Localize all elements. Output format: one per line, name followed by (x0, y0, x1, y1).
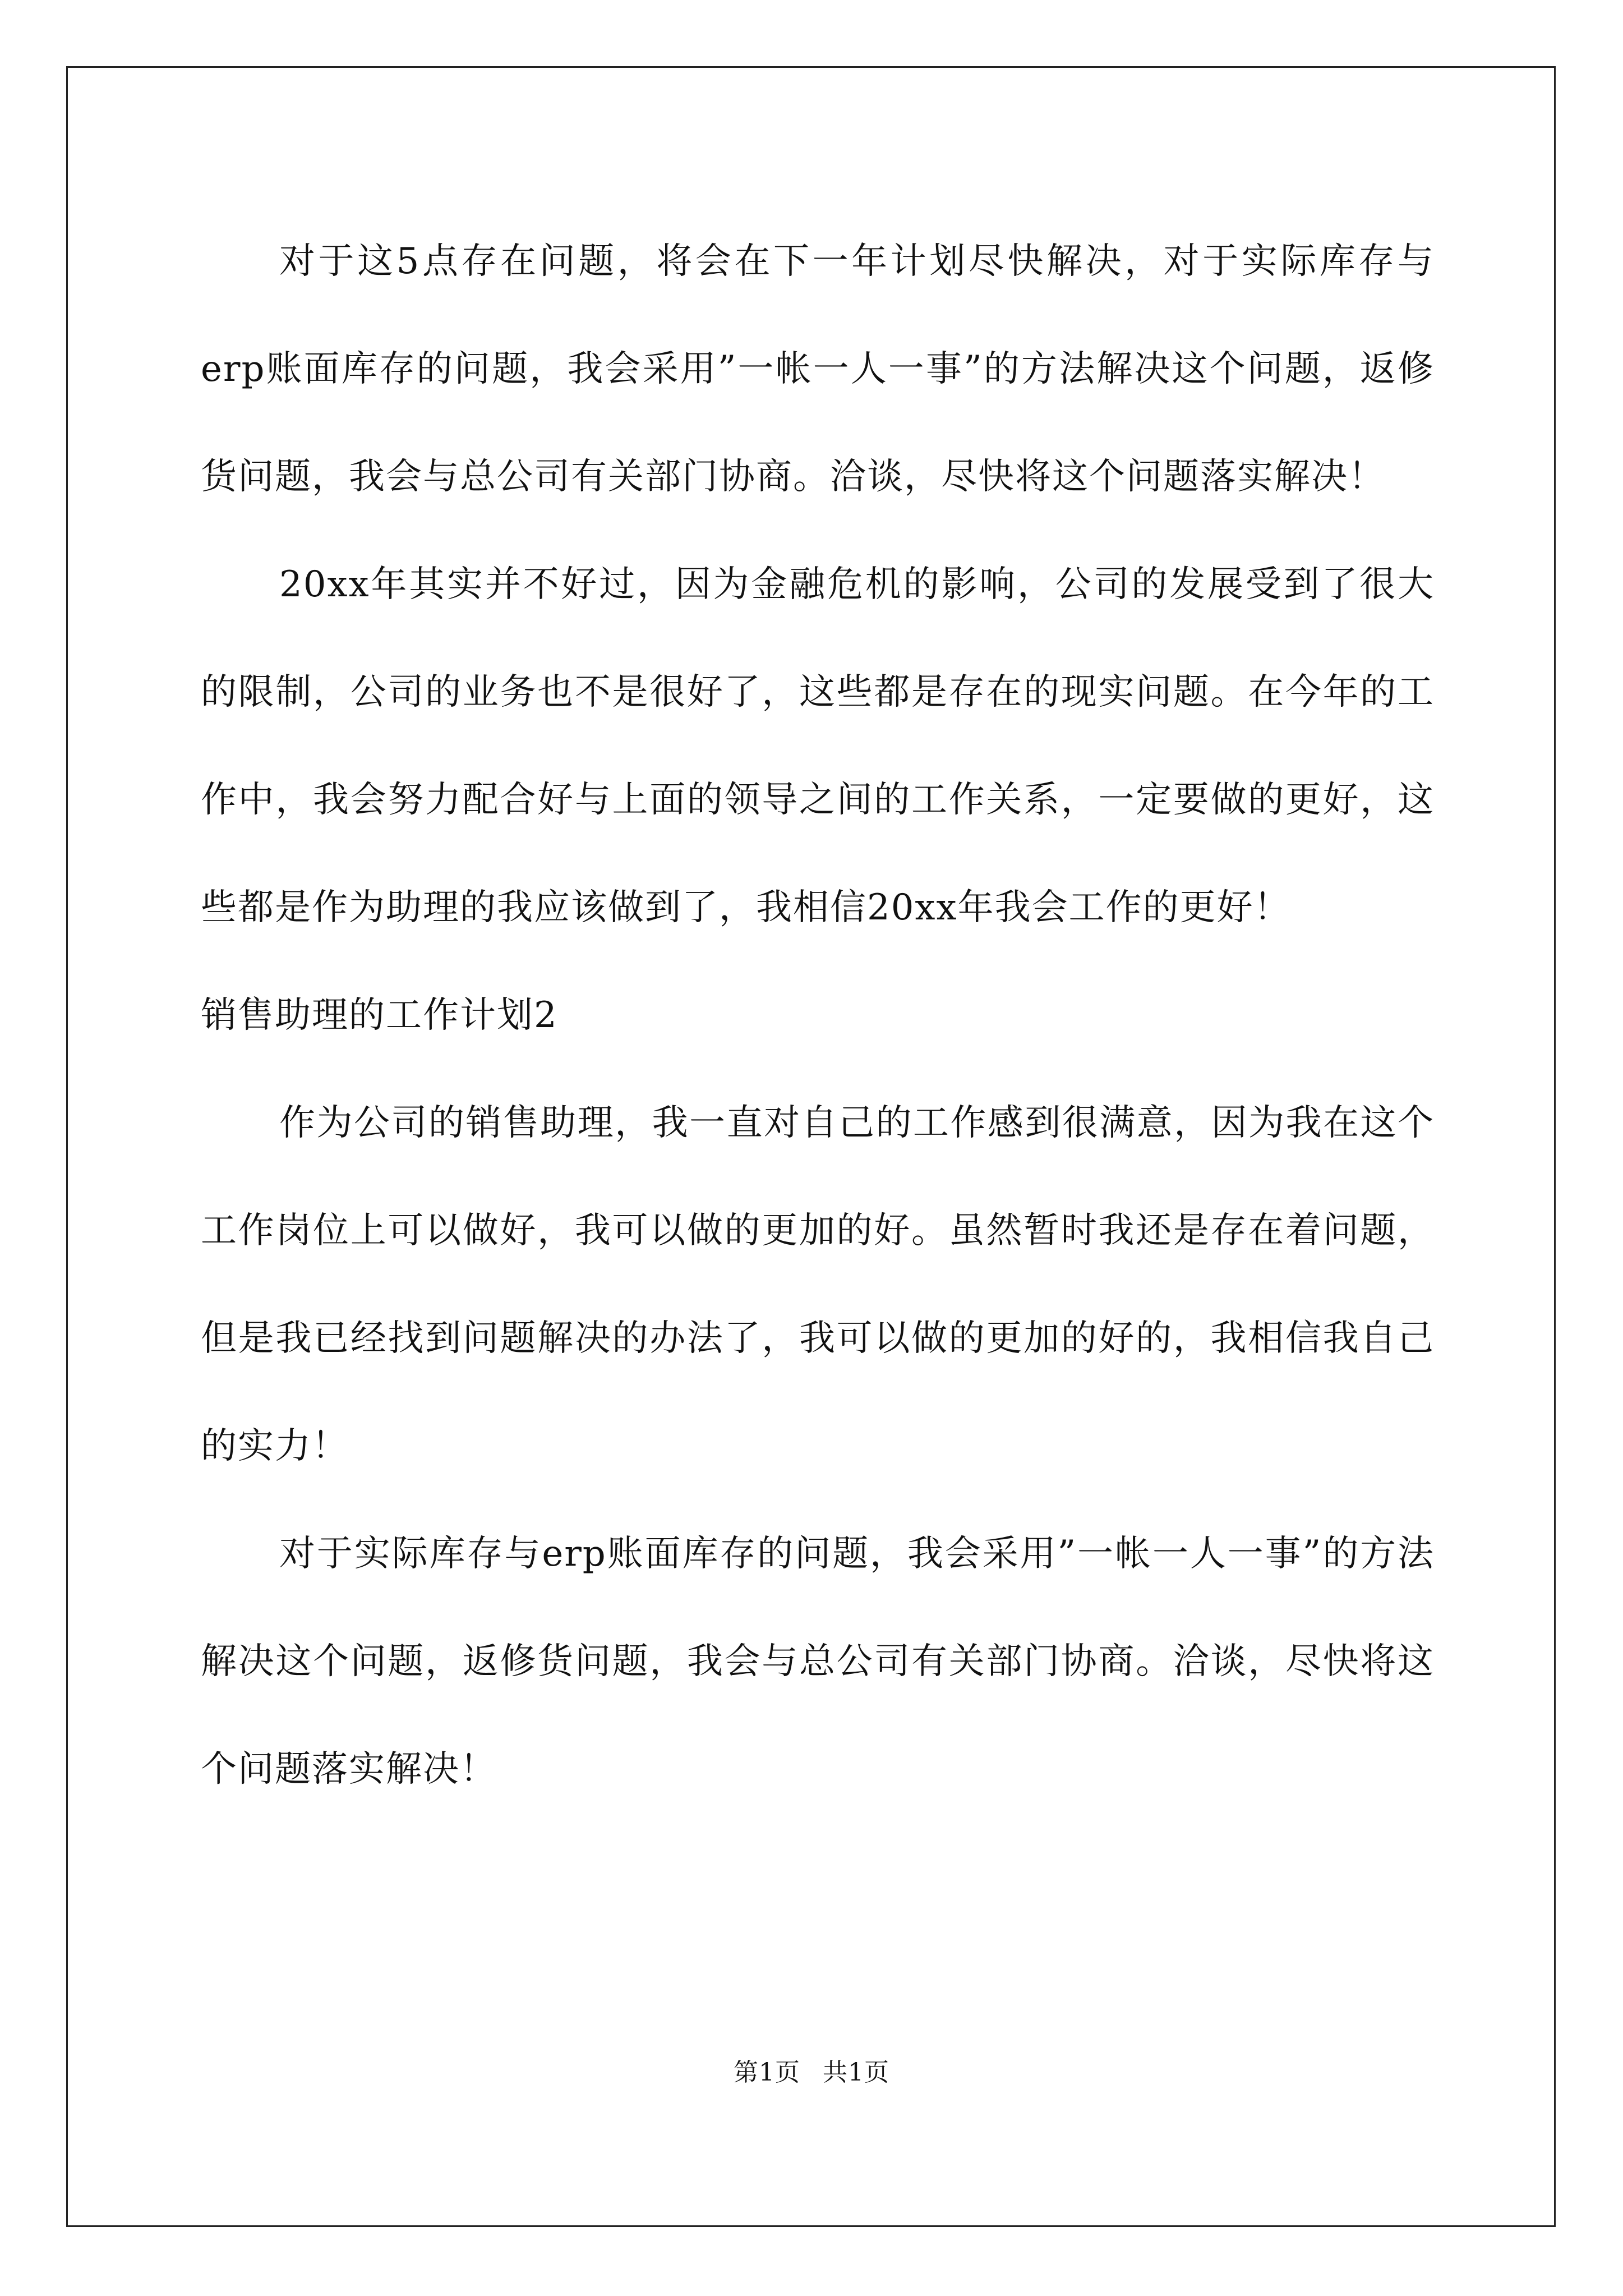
paragraph-4: 对于实际库存与erp账面库存的问题，我会采用”一帐一人一事”的方法解决这个问题，返修货问题，我会与总公司有关部门协商。洽谈，尽快将这个问题落实解决！ (201, 1533, 1435, 1790)
section-heading: 销售助理的工作计划2 (201, 995, 558, 1036)
page-number: 第1页 (734, 2058, 800, 2087)
page-total: 共1页 (823, 2058, 889, 2087)
page-footer (0, 2056, 1623, 2090)
paragraph-2: 20xx年其实并不好过，因为金融危机的影响，公司的发展受到了很大的限制，公司的业务也不是很好了，这些都是存在的现实问题。在今年的工作中，我会努力配合好与上面的领导之间的工作关系，一定要做的更好，这些都是作为助理的我应该做到了，我相信20xx年我会工作的更好！ (201, 564, 1435, 928)
paragraph-3: 作为公司的销售助理，我一直对自己的工作感到很满意，因为我在这个工作岗位上可以做好，我可以做的更加的好。虽然暂时我还是存在着问题，但是我已经找到问题解决的办法了，我可以做的更加的好的，我相信我自己的实力！ (201, 1102, 1435, 1467)
paragraph-1: 对于这5点存在问题，将会在下一年计划尽快解决，对于实际库存与erp账面库存的问题，我会采用”一帐一人一事”的方法解决这个问题，返修货问题，我会与总公司有关部门协商。洽谈，尽快将这个问题落实解决！ (201, 241, 1435, 498)
document-body (201, 208, 1435, 1823)
